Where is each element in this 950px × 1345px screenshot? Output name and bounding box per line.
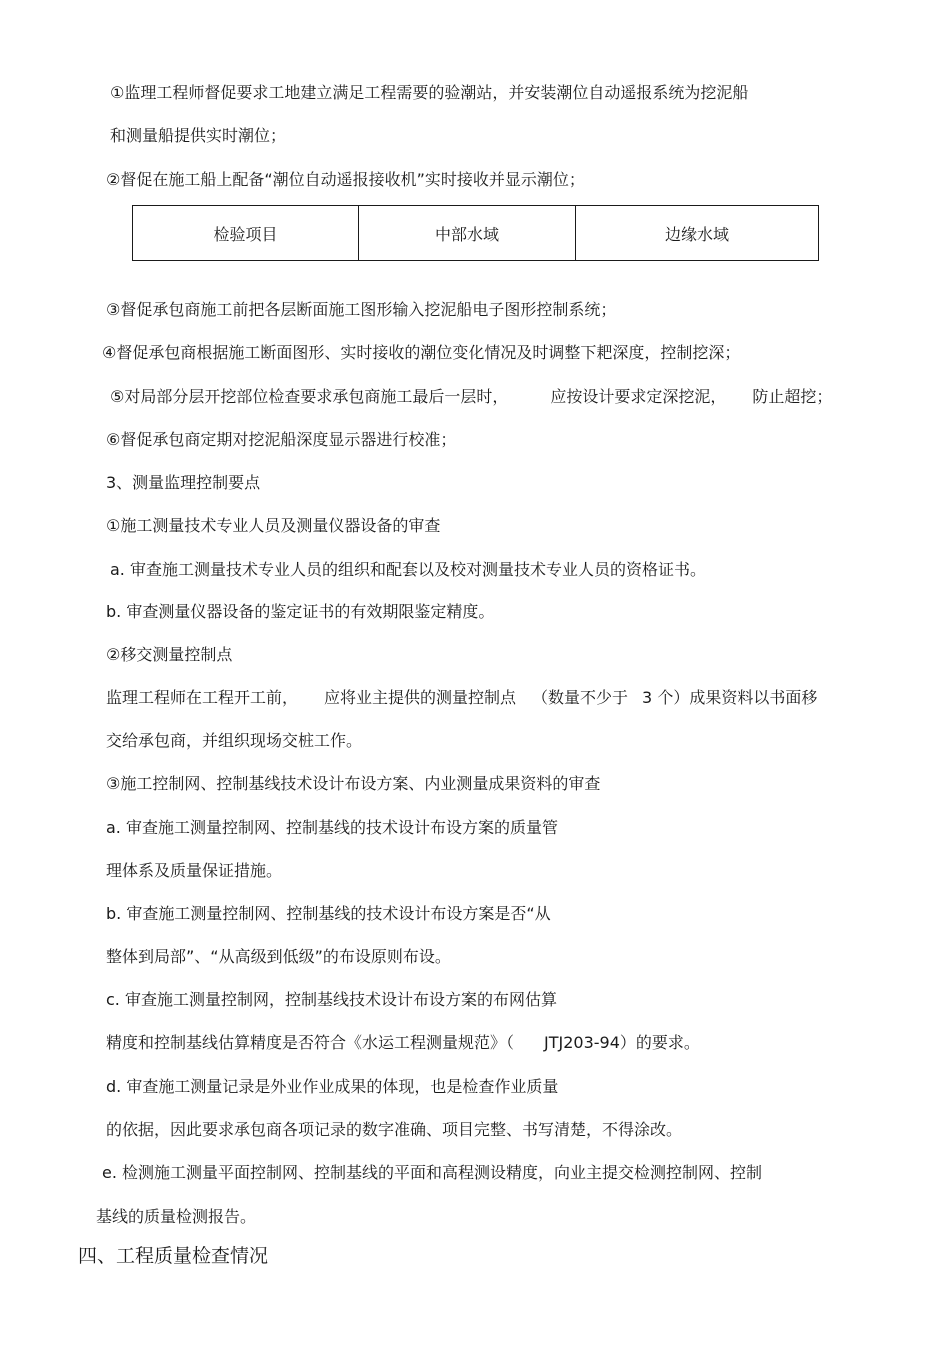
para-section-graphics: ③督促承包商施工前把各层断面施工图形输入挖泥船电子图形控制系统； <box>106 300 617 319</box>
item-e-inspection: e. 检测施工测量平面控制网、控制基线的平面和高程测设精度，向业主提交检测控制网、控制 <box>102 1163 763 1182</box>
table-header-edge-waters: 边缘水域 <box>576 206 819 261</box>
item-d-records: d. 审查施工测量记录是外业作业成果的体现，也是检查作业质量 <box>106 1077 559 1096</box>
item-transfer-control-points: ②移交测量控制点 <box>106 645 233 664</box>
table-row <box>133 206 819 261</box>
section-heading-quality-check: 四、工程质量检查情况 <box>78 1245 269 1267</box>
para-tide-station: ①监理工程师督促要求工地建立满足工程需要的验潮站，并安装潮位自动遥报系统为挖泥船 <box>110 83 749 102</box>
item-c-accuracy: c. 审查施工测量控制网，控制基线技术设计布设方案的布网估算 <box>106 990 557 1009</box>
item-b-equipment: b. 审查测量仪器设备的鉴定证书的有效期限鉴定精度。 <box>106 602 495 621</box>
para-transfer-points-part1: 监理工程师在工程开工前， <box>106 688 299 707</box>
para-adjust-depth: ④督促承包商根据施工断面图形、实时接收的潮位变化情况及时调整下耙深度，控制挖深； <box>102 343 741 362</box>
item-personnel-equipment-review: ①施工测量技术专业人员及测量仪器设备的审查 <box>106 516 441 535</box>
para-layered-excavation <box>110 387 832 407</box>
subheading-survey-control: 3、测量监理控制要点 <box>106 473 261 492</box>
para-calibrate-depth: ⑥督促承包商定期对挖泥船深度显示器进行校准； <box>106 430 457 449</box>
para-transfer-points-cont: 交给承包商，并组织现场交桩工作。 <box>106 731 363 750</box>
item-c-standard-code: JTJ203-94）的要求。 <box>544 1033 700 1052</box>
para-tide-receiver: ②督促在施工船上配备“潮位自动遥报接收机”实时接收并显示潮位； <box>106 170 585 189</box>
item-e-inspection-cont: 基线的质量检测报告。 <box>96 1207 257 1226</box>
item-a-quality-system-cont: 理体系及质量保证措施。 <box>106 861 283 880</box>
para-tide-station-cont: 和测量船提供实时潮位； <box>110 126 287 145</box>
item-network-review: ③施工控制网、控制基线技术设计布设方案、内业测量成果资料的审查 <box>106 774 601 793</box>
item-b-layout-principle: b. 审查施工测量控制网、控制基线的技术设计布设方案是否“从 <box>106 904 551 923</box>
table-header-central-waters: 中部水域 <box>359 206 576 261</box>
para-transfer-points-part2: 应将业主提供的测量控制点 <box>324 688 517 707</box>
para-transfer-points <box>106 688 817 708</box>
item-c-accuracy-cont <box>106 1033 700 1053</box>
table-header-inspection-item: 检验项目 <box>133 206 359 261</box>
item-a-personnel: a. 审查施工测量技术专业人员的组织和配套以及校对测量技术专业人员的资格证书。 <box>110 560 706 579</box>
para-layered-excavation-part2: 应按设计要求定深挖泥， <box>550 387 727 406</box>
inspection-table <box>132 205 819 261</box>
item-b-layout-principle-cont: 整体到局部”、“从高级到低级”的布设原则布设。 <box>106 947 451 966</box>
para-transfer-points-part4: 3 个）成果资料以书面移 <box>642 688 818 707</box>
item-a-quality-system: a. 审查施工测量控制网、控制基线的技术设计布设方案的质量管 <box>106 818 558 837</box>
para-transfer-points-part3: （数量不少于 <box>532 688 629 707</box>
para-layered-excavation-part1: ⑤对局部分层开挖部位检查要求承包商施工最后一层时， <box>110 387 509 406</box>
item-d-records-cont: 的依据，因此要求承包商各项记录的数字准确、项目完整、书写清楚，不得涂改。 <box>106 1120 683 1139</box>
item-c-accuracy-cont-part1: 精度和控制基线估算精度是否符合《水运工程测量规范》（ <box>106 1033 515 1052</box>
para-layered-excavation-part3: 防止超挖； <box>752 387 833 406</box>
